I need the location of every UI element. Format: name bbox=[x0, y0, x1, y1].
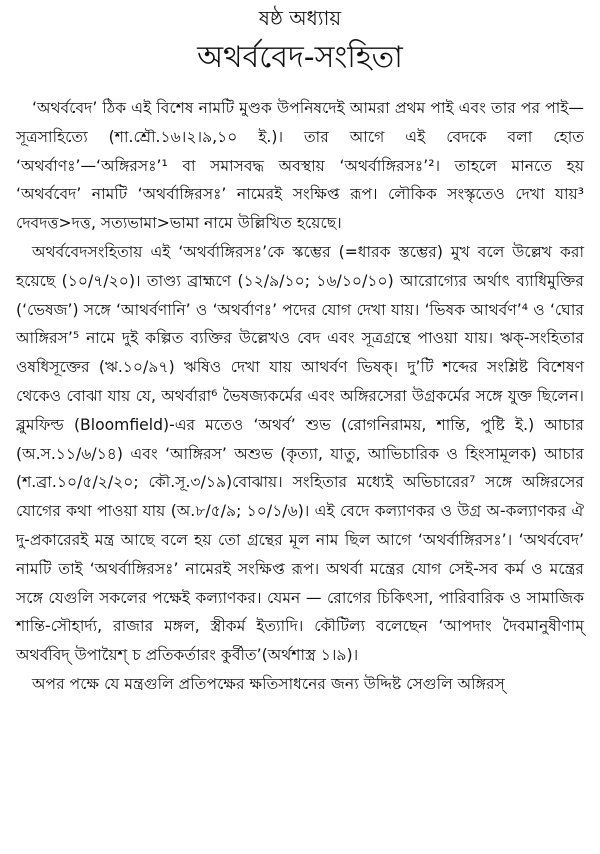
paragraph-1: ‘অথর্ববেদ’ ঠিক এই বিশেষ নামটি মুণ্ডক উপনিষদেই আমরা প্রথম পাই এবং তার পর পাই—সূত্রসাহিত্যে (শা.শ্রৌ.১৬।২।৯,১০ ই.)। তার আগে এই বেদকে বলা হোত ‘অথর্বাণঃ’—‘অঙ্গিরসঃ’¹ বা সমাসবদ্ধ অবস্থায় ‘অথর্বাঙ্গিরসঃ’²। তাহলে মানতে হয় ‘অথর্ববেদ’ নামটি ‘অথর্বাঙ্গিরসঃ’ নামেরই সংক্ষিপ্ত রূপ। লৌকিক সংস্কৃতেও দেখা যায়³ দেবদত্ত>দত্ত, সত্যভামা>ভামা নামে উল্লিখিত হয়েছে। bbox=[16, 99, 584, 233]
chapter-title: অথর্ববেদ-সংহিতা bbox=[197, 40, 403, 75]
chapter-label: ষষ্ঠ অধ্যায় bbox=[258, 6, 342, 30]
paragraph-2: অথর্ববেদসংহিতায় এই ‘অথর্বাঙ্গিরসঃ’কে স্কম্ভের (=ধারক স্তম্ভের) মুখ বলে উল্লেখ করা হয়েছে (১০/৭/২০)। তাণ্ড্য ব্রাহ্মণে (১২/৯/১০; ১৬/১০/১০) আরোগ্যের অর্থাৎ ব্যাধিমুক্তির (‘ভেষজ’) সঙ্গে ‘আথর্বণানি’ ও ‘অথর্বাণঃ’ পদের যোগ দেখা যায়। ‘ভিষক আথর্বণ’⁴ ও ‘ঘোর আঙ্গিরস’⁵ নামে দুই কল্পিত ব্যক্তির উল্লেখও বেদ এবং সূত্রগ্রন্থে পাওয়া যায়। ঋক্-সংহিতার ওষধিসূক্তের (ঋ.১০/৯৭) ঋষিও দেখা যায় আথর্বণ ভিষক্। দু’টি শব্দের সংশ্লিষ্ট বিশেষণ থেকেও বোঝা যায় যে, অথর্বারা⁶ ভৈষজ্যকর্মের এবং অঙ্গিরসেরা উগ্রকর্মের সঙ্গে যুক্ত ছিলেন। ব্লুমফিল্ড (Bloomfield)-এর মতেও ‘অথর্ব’ শুভ (রোগনিরাময়, শান্তি, পুষ্টি ই.) আচার (অ.স.১১/৬/১৪) এবং ‘আঙ্গিরস’ অশুভ (কৃত্যা, যাতু, আভিচারিক ও হিংসামূলক) আচার (শ.ব্রা.১০/৫/২/২০; কৌ.সূ.৩/১৯)বোঝায়। সংহিতার মধ্যেই অভিচারের⁷ সঙ্গে অঙ্গিরসের যোগের কথা পাওয়া যায় (অ.৮/৫/৯; ১০/১/৬)। এই বেদে কল্যাণকর ও উগ্র অ-কল্যাণকর ঐ দু-প্রকারেরই মন্ত্র আছে বলে হয় তো গ্রন্থের মূল নাম ছিল আগে ‘অথর্বাঙ্গিরসঃ’। ‘অথর্ববেদ’ নামটি তাই ‘অথর্বাঙ্গিরসঃ’ নামেরই সংক্ষিপ্ত রূপ। অথর্বা মন্ত্রের যোগ সেই-সব কর্ম ও মন্ত্রের সঙ্গে যেগুলি সকলের পক্ষেই কল্যাণকর। যেমন — রোগের চিকিৎসা, পারিবারিক ও সামাজিক শান্তি-সৌহার্দ্য, রাজার মঙ্গল, স্ত্রীকর্ম ইত্যাদি। কৌটিল্য বলেছেন ‘আপদাং দৈবমানুষীণাম্ অথর্ববিদ্ উপায়ৈশ্ চ প্রতিকর্তারং কুর্বীত’(অর্থশাস্ত্র ১।৯)। bbox=[16, 242, 584, 665]
paragraph-3: অপর পক্ষে যে মন্ত্রগুলি প্রতিপক্ষের ক্ষতিসাধনের জন্য উদ্দিষ্ট সেগুলি অঙ্গিরস্ bbox=[32, 674, 505, 693]
